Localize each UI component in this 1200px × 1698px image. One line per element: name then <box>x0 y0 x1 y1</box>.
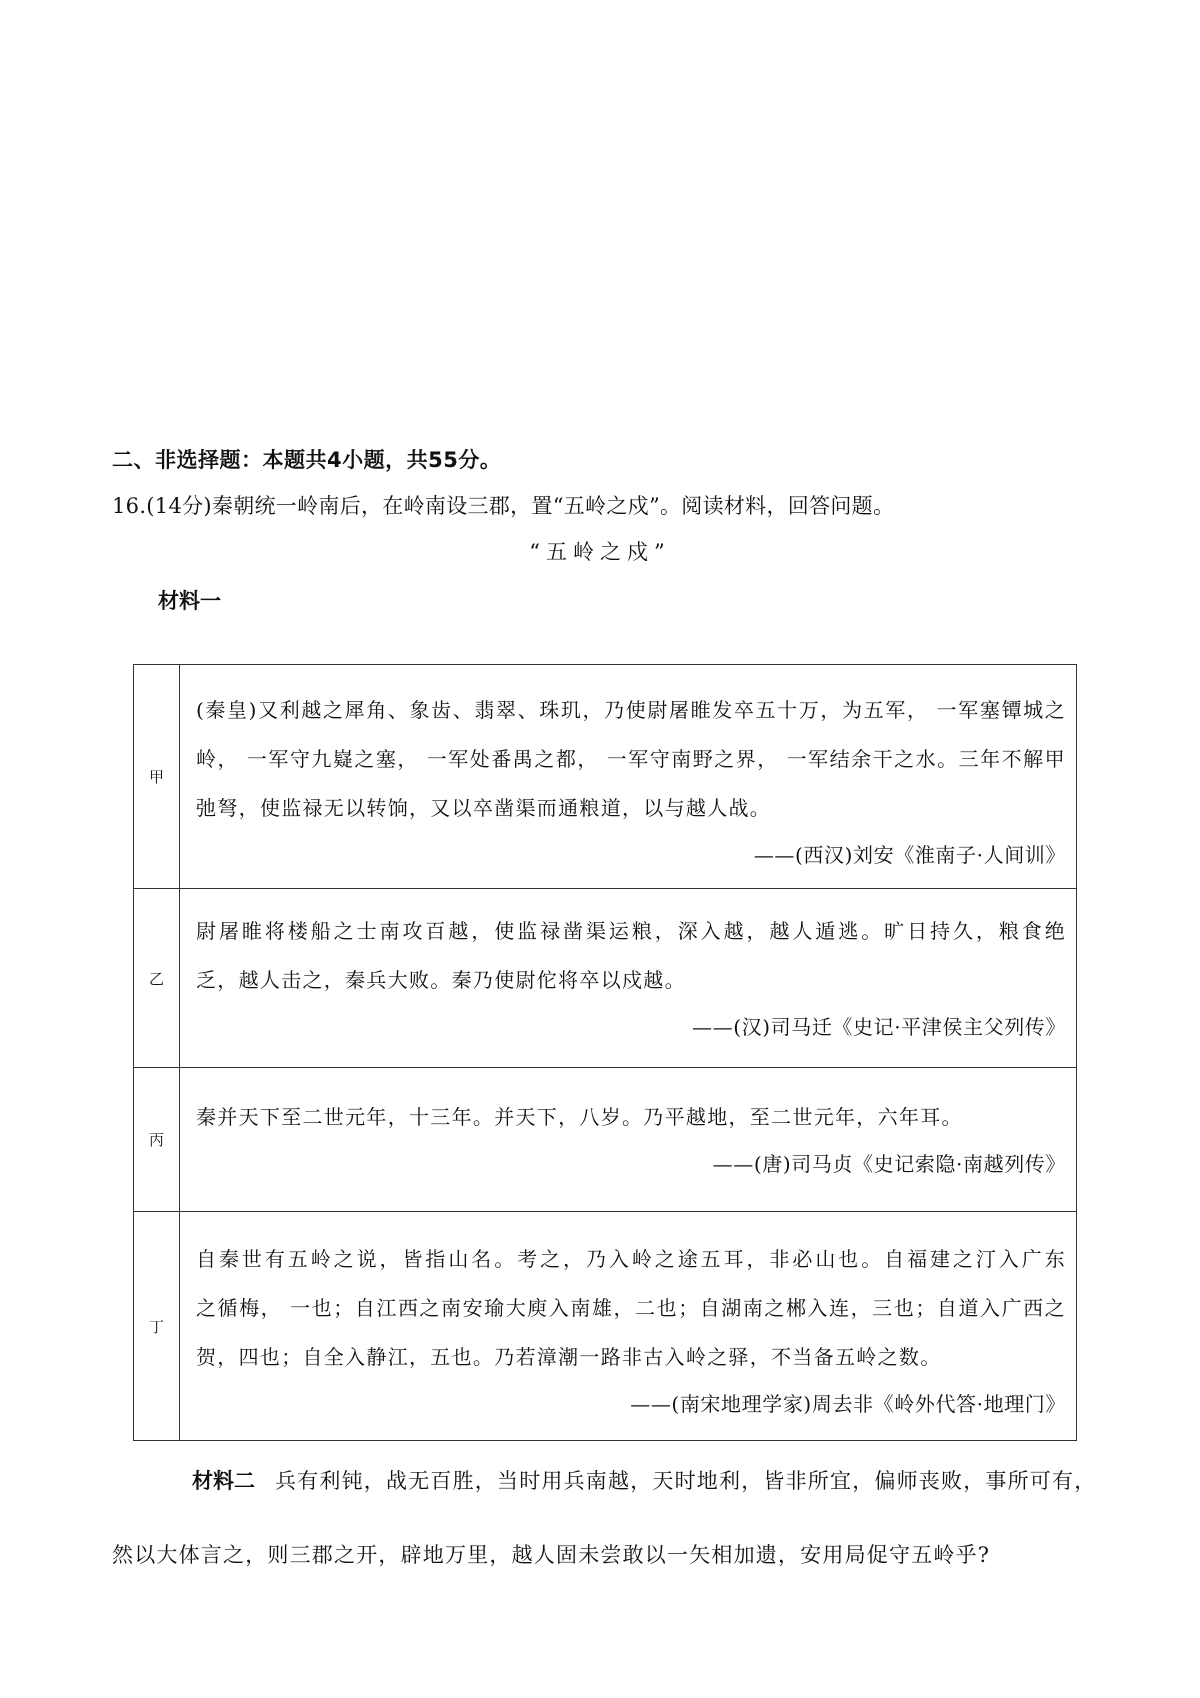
material-two-line: 然以大体言之，则三郡之开，辟地万里，越人固未尝敢以一矢相加遗，安用局促守五岭乎? <box>112 1543 991 1567</box>
text-line: 贺，四也；自全入静江，五也。乃若漳潮一路非古入岭之驿，不当备五岭之数。 <box>196 1344 942 1369</box>
table-row <box>134 665 1077 889</box>
citation: ——(唐)司马贞《史记索隐·南越列传》 <box>712 1152 1066 1176</box>
row-body <box>180 665 1077 889</box>
section-heading: 二、非选择题：本题共4小题，共55分。 <box>112 448 502 472</box>
text-line: 乏，越人击之，秦兵大败。秦乃使尉佗将卒以戍越。 <box>196 968 686 992</box>
text-line: 之循梅， 一也；自江西之南安瑜大庾入南雄，二也；自湖南之郴入连，三也；自道入广西之 <box>196 1295 1066 1320</box>
table-row <box>134 1212 1077 1441</box>
table-row <box>134 1068 1077 1212</box>
text-line: 自秦世有五岭之说，皆指山名。考之，乃入岭之途五耳，非必山也。自福建之汀入广东 <box>196 1246 1066 1271</box>
citation: ——(汉)司马迁《史记·平津侯主父列传》 <box>692 1015 1066 1039</box>
material-two-line <box>112 1444 1097 1518</box>
text-line: 岭， 一军守九嶷之塞， 一军处番禺之都， 一军守南野之界， 一军结余干之水。三年不解甲 <box>196 747 1066 771</box>
question-stem: 16.(14分)秦朝统一岭南后，在岭南设三郡，置“五岭之戍”。阅读材料，回答问题。 <box>112 494 895 518</box>
text-line: (秦皇)又利越之犀角、象齿、翡翠、珠玑，乃使尉屠睢发卒五十万，为五军， 一军塞镡城之 <box>196 698 1066 722</box>
text-line: 秦并天下至二世元年，十三年。并天下，八岁。乃平越地，至二世元年，六年耳。 <box>196 1105 963 1129</box>
material-two-text: 兵有利钝，战无百胜，当时用兵南越，天时地利，皆非所宜，偏师丧败，事所可有， <box>275 1469 1097 1493</box>
material-one-label: 材料一 <box>158 589 221 613</box>
citation: ——(西汉)刘安《淮南子·人间训》 <box>753 843 1066 867</box>
text-line: 弛弩，使监禄无以转饷，又以卒凿渠而通粮道，以与越人战。 <box>196 796 772 820</box>
row-body <box>180 1068 1077 1212</box>
row-body <box>180 1212 1077 1441</box>
row-label: 丁 <box>134 1212 180 1441</box>
material-two-label: 材料二 <box>192 1469 255 1493</box>
table-row <box>134 889 1077 1068</box>
material-two <box>112 1444 1097 1592</box>
row-label: 乙 <box>134 889 180 1068</box>
citation: ——(南宋地理学家)周去非《岭外代答·地理门》 <box>630 1391 1066 1416</box>
row-label: 丙 <box>134 1068 180 1212</box>
row-body <box>180 889 1077 1068</box>
row-label: 甲 <box>134 665 180 889</box>
text-line: 尉屠睢将楼船之士南攻百越，使监禄凿渠运粮，深入越，越人遁逃。旷日持久，粮食绝 <box>196 919 1066 943</box>
materials-table <box>133 664 1077 1441</box>
document-title: “五岭之戍” <box>529 540 671 564</box>
